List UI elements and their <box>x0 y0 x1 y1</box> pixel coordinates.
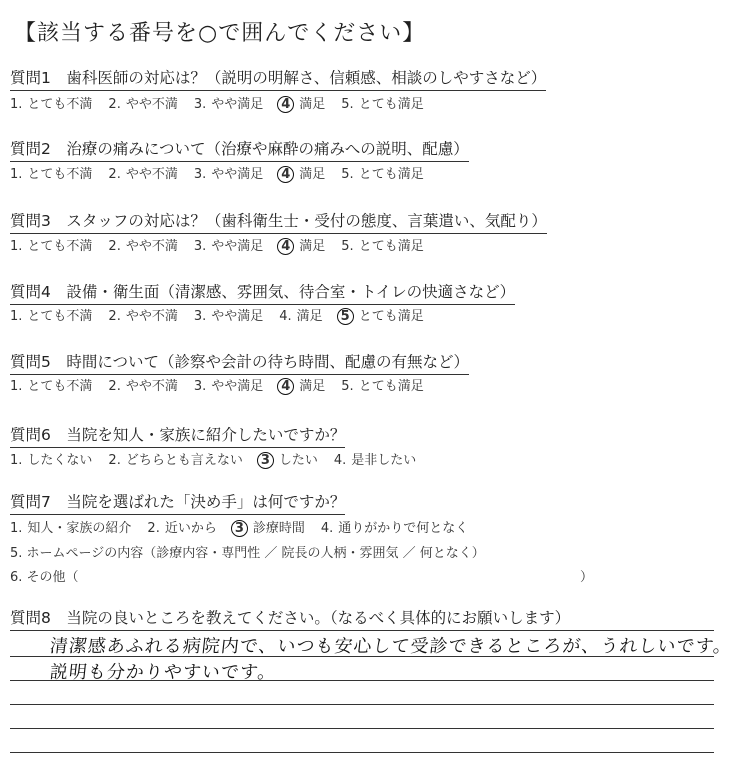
selected-number-circle: 3 <box>231 520 248 537</box>
rating-option[interactable] <box>341 93 423 112</box>
option-label: 満足 <box>299 97 326 112</box>
option-number: 5. <box>341 379 354 394</box>
selected-number-circle: 5 <box>337 308 354 325</box>
option-number: 1. <box>10 521 23 536</box>
option-number: 2. <box>108 97 121 112</box>
q8-answer-line2[interactable]: 説明も分かりやすいです。 <box>48 662 278 683</box>
q8-title: 質問8 当院の良いところを教えてください。（なるべく具体的にお願いします） <box>10 606 570 631</box>
rating-option[interactable] <box>194 93 263 112</box>
rating-option[interactable] <box>108 305 177 324</box>
option-number: 4. <box>279 309 292 324</box>
rating-option[interactable] <box>194 375 263 394</box>
option-label: とても不満 <box>27 97 93 112</box>
answer-rule <box>10 656 714 657</box>
option-label: やや不満 <box>125 379 178 394</box>
rating-option[interactable] <box>279 305 322 324</box>
option-number: 3. <box>193 379 207 394</box>
selected-number-circle: 4 <box>277 378 294 395</box>
rating-option[interactable] <box>194 305 263 324</box>
selected-number-circle: 4 <box>277 166 294 183</box>
rating-option[interactable] <box>10 93 92 112</box>
option-label: とても不満 <box>27 167 93 182</box>
option-label: やや不満 <box>125 239 178 254</box>
rating-option[interactable] <box>279 163 325 183</box>
q4-title: 質問4 設備・衛生面（清潔感、雰囲気、待合室・トイレの快適さなど） <box>10 280 515 305</box>
rating-option[interactable] <box>259 449 318 469</box>
option-number: 1. <box>10 97 23 112</box>
rating-option[interactable] <box>10 449 92 468</box>
rating-option[interactable] <box>10 517 131 536</box>
rating-option[interactable] <box>10 305 92 324</box>
rating-option[interactable] <box>108 375 177 394</box>
answer-rule <box>10 630 714 631</box>
answer-rule <box>10 752 714 753</box>
option-label: とても不満 <box>27 379 93 394</box>
selected-number-circle: 4 <box>277 96 294 113</box>
option-label: やや満足 <box>211 309 264 324</box>
q6-title: 質問6 当院を知人・家族に紹介したいですか？ <box>10 423 345 448</box>
rating-option[interactable] <box>279 93 325 113</box>
option-label: 満足 <box>299 379 326 394</box>
q2-title: 質問2 治療の痛みについて（治療や麻酔の痛みへの説明、配慮） <box>10 137 469 162</box>
option-number: 1. <box>10 167 23 182</box>
option-label: とても満足 <box>358 167 424 182</box>
option-label: 満足 <box>299 167 326 182</box>
option-number: 5. <box>341 239 354 254</box>
option-number: 3. <box>193 309 207 324</box>
option-label: やや満足 <box>211 239 264 254</box>
option-label: したい <box>278 453 318 468</box>
rating-option[interactable] <box>321 517 468 536</box>
answer-rule <box>10 728 714 729</box>
option-number: 5. <box>341 167 354 182</box>
option-number: 2. <box>108 239 121 254</box>
option-number: 3. <box>193 239 207 254</box>
rating-option[interactable] <box>233 517 305 537</box>
rating-option[interactable] <box>341 235 423 254</box>
option-number: 1. <box>10 453 23 468</box>
option-number: 2. <box>108 167 121 182</box>
option-label: とても不満 <box>27 309 93 324</box>
option-label: したくない <box>27 453 93 468</box>
q7-option-5[interactable]: 5. ホームページの内容（診療内容・専門性 ／ 院長の人柄・雰囲気 ／ 何となく） <box>10 546 485 561</box>
rating-option[interactable] <box>194 163 263 182</box>
option-number: 2. <box>108 379 121 394</box>
option-number: 2. <box>147 521 160 536</box>
option-number: 5. <box>341 97 354 112</box>
option-label: 是非したい <box>351 453 417 468</box>
q7-other-close: ） <box>580 570 594 585</box>
option-number: 3. <box>193 167 207 182</box>
option-label: 知人・家族の紹介 <box>27 521 132 536</box>
option-label: 診療時間 <box>252 521 305 536</box>
rating-option[interactable] <box>108 449 242 468</box>
rating-option[interactable] <box>108 235 177 254</box>
q1-title: 質問1 歯科医師の対応は？（説明の明解さ、信頼感、相談のしやすさなど） <box>10 66 546 91</box>
option-label: やや満足 <box>211 379 264 394</box>
option-number: 1. <box>10 379 23 394</box>
q4-options <box>10 305 440 325</box>
option-label: とても満足 <box>358 309 424 324</box>
option-number: 2. <box>108 453 121 468</box>
option-label: 満足 <box>296 309 323 324</box>
option-label: やや不満 <box>125 167 178 182</box>
option-label: やや不満 <box>125 97 178 112</box>
rating-option[interactable] <box>279 375 325 395</box>
rating-option[interactable] <box>341 375 423 394</box>
rating-option[interactable] <box>339 305 424 325</box>
rating-option[interactable] <box>147 517 216 536</box>
option-number: 1. <box>10 239 23 254</box>
option-label: やや不満 <box>125 309 178 324</box>
option-label: 満足 <box>299 239 326 254</box>
rating-option[interactable] <box>334 449 416 468</box>
option-label: 近いから <box>164 521 217 536</box>
q3-options <box>10 235 440 255</box>
option-label: 通りがかりで何となく <box>338 521 469 536</box>
rating-option[interactable] <box>108 163 177 182</box>
option-label: とても満足 <box>358 97 424 112</box>
q1-options <box>10 93 440 113</box>
option-number: 1. <box>10 309 23 324</box>
q8-answer-line1[interactable]: 清潔感あふれる病院内で、いつも安心して受診できるところが、うれしいです。 <box>48 636 733 657</box>
option-number: 2. <box>108 309 121 324</box>
option-label: どちらとも言えない <box>125 453 243 468</box>
rating-option[interactable] <box>10 235 92 254</box>
option-number: 3. <box>193 97 207 112</box>
option-label: やや満足 <box>211 167 264 182</box>
rating-option[interactable] <box>108 93 177 112</box>
q7-option-6[interactable]: 6. その他（ <box>10 570 79 585</box>
q3-title: 質問3 スタッフの対応は？（歯科衛生士・受付の態度、言葉遣い、気配り） <box>10 209 547 234</box>
option-label: やや満足 <box>211 97 264 112</box>
selected-number-circle: 3 <box>257 452 274 469</box>
q5-title: 質問5 時間について（診察や会計の待ち時間、配慮の有無など） <box>10 350 469 375</box>
q2-options <box>10 163 440 183</box>
rating-option[interactable] <box>10 163 92 182</box>
option-label: とても満足 <box>358 379 424 394</box>
option-label: とても満足 <box>358 239 424 254</box>
rating-option[interactable] <box>279 235 325 255</box>
option-number: 4. <box>333 453 347 468</box>
page-header: 【該当する番号を○で囲んでください】 <box>14 21 426 46</box>
answer-rule <box>10 704 714 705</box>
option-label: とても不満 <box>27 239 93 254</box>
q6-options <box>10 449 432 469</box>
rating-option[interactable] <box>10 375 92 394</box>
selected-number-circle: 4 <box>277 238 294 255</box>
rating-option[interactable] <box>341 163 423 182</box>
q7-title: 質問7 当院を選ばれた「決め手」は何ですか？ <box>10 490 345 515</box>
option-number: 4. <box>320 521 334 536</box>
q7-options <box>10 517 484 537</box>
q5-options <box>10 375 440 395</box>
answer-rule <box>10 680 714 681</box>
rating-option[interactable] <box>194 235 263 254</box>
